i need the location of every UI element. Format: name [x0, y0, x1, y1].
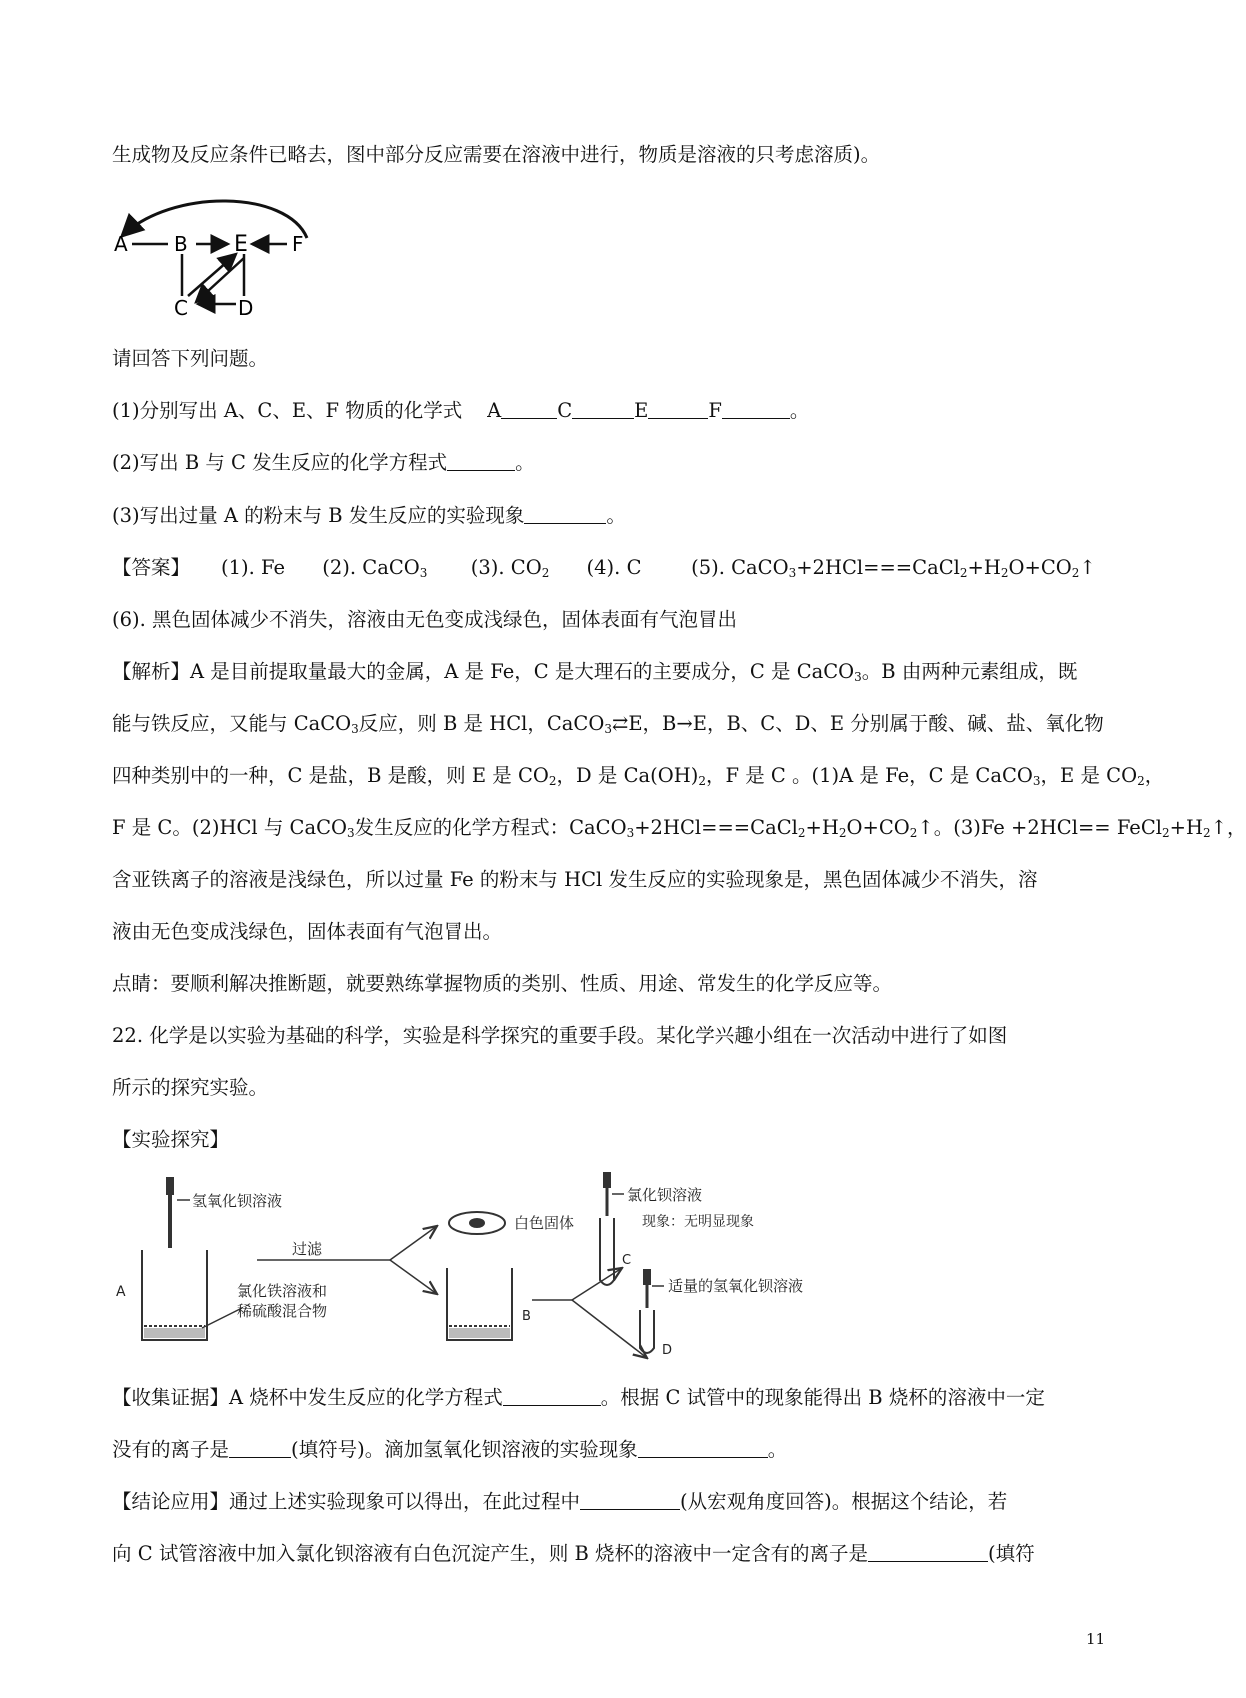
- conclusion-line-2: 向 C 试管溶液中加入氯化钡溶液有白色沉淀产生，则 B 烧杯的溶液中一定含有的离子是 (填符: [112, 1542, 1035, 1565]
- mixture-label-1: 氯化铁溶液和: [237, 1282, 328, 1300]
- white-solid-label: 白色固体: [514, 1214, 575, 1232]
- analysis-line-1: 【解析】A 是目前提取量最大的金属，A 是 Fe，C 是大理石的主要成分，C 是 CaCO$_3$。B 由两种元素组成，既: [112, 660, 1078, 684]
- analysis-line-5: 含亚铁离子的溶液是浅绿色，所以过量 Fe 的粉末与 HCl 发生反应的实验现象是，黑色固体减少不消失，溶: [112, 868, 1038, 891]
- answer-line-1: [112, 555, 1096, 581]
- answer-5: (5). $CaCO_3+2HCl===CaCl_2+H_2O+CO_2↑$: [691, 556, 1096, 580]
- q1-c-label: C: [557, 399, 573, 422]
- q1-e-label: E: [634, 399, 649, 422]
- q2-blank: [447, 452, 515, 471]
- q2-end: 。: [515, 451, 535, 474]
- tube-d-label: D: [662, 1343, 673, 1358]
- reagent-c-label: 氯化钡溶液: [627, 1186, 703, 1204]
- mixture-label-2: 稀硫酸混合物: [237, 1302, 328, 1320]
- q1-a-label: A: [487, 399, 502, 422]
- tube-c-label: C: [622, 1253, 632, 1268]
- relation-diagram: [112, 198, 342, 328]
- conclusion-blank-1: [580, 1491, 680, 1510]
- analysis-line-4: F 是 C。(2)HCl 与 CaCO$_3$发生反应的化学方程式：$CaCO_3+2HCl===CaCl_2+H_2O+CO_2↑$。$(3)Fe +2HCl== FeCl_2+H_2↑$，: [112, 816, 1246, 840]
- q1-f-blank: [722, 400, 790, 419]
- conclusion-blank-2: [868, 1543, 988, 1562]
- q1-e-blank: [648, 400, 708, 419]
- q22-line-1: 22. 化学是以实验为基础的科学，实验是科学探究的重要手段。某化学兴趣小组在一次活动中进行了如图: [112, 1024, 1008, 1047]
- answer-6: (6). 黑色固体减少不消失，溶液由无色变成浅绿色，固体表面有气泡冒出: [112, 608, 738, 631]
- evidence-blank-1: [503, 1387, 601, 1406]
- node-b: B: [174, 232, 188, 256]
- answer-4: (4). C: [586, 556, 642, 579]
- q1-c-blank: [572, 400, 634, 419]
- reagent-top-label: 氢氧化钡溶液: [192, 1192, 283, 1210]
- beaker-a-label: A: [116, 1284, 126, 1300]
- analysis-line-6: 液由无色变成浅绿色，固体表面有气泡冒出。: [112, 920, 503, 943]
- evidence-line-2: 没有的离子是 (填符号)。滴加氢氧化钡溶液的实验现象 。: [112, 1438, 788, 1461]
- question-3: [112, 503, 626, 529]
- evidence-blank-2: [229, 1439, 291, 1458]
- prompt-text: 请回答下列问题。: [112, 347, 269, 370]
- answer-3: (3). $CO_2$: [470, 556, 550, 580]
- q1-f-label: F: [708, 399, 722, 422]
- q1-end: 。: [789, 399, 810, 422]
- answer-2: (2). CaCO$_3$: [322, 556, 428, 580]
- answer-1: (1). Fe: [221, 556, 286, 579]
- q1-text: (1)分别写出 A、C、E、F 物质的化学式: [112, 399, 463, 422]
- q3-end: 。: [606, 504, 626, 527]
- analysis-line-2: 能与铁反应，又能与 CaCO$_3$反应，则 B 是 HCl，CaCO$_3$⇄E，B→E，B、C、D、E 分别属于酸、碱、盐、氧化物: [112, 712, 1104, 736]
- phenomenon-c-label: 现象：无明显现象: [642, 1214, 754, 1230]
- answer-label: 【答案】: [112, 556, 191, 579]
- intro-text: 生成物及反应条件已略去，图中部分反应需要在溶液中进行，物质是溶液的只考虑溶质)。: [112, 143, 881, 166]
- node-e: E: [234, 232, 248, 257]
- evidence-line-1: 【收集证据】A 烧杯中发生反应的化学方程式 。根据 C 试管中的现象能得出 B 烧杯的溶液中一定: [112, 1386, 1045, 1409]
- q1-a-blank: [501, 400, 557, 419]
- evidence-blank-3: [638, 1439, 768, 1458]
- page-number: 11: [1086, 1630, 1106, 1648]
- question-1: [112, 398, 809, 424]
- q22-line-2: 所示的探究实验。: [112, 1076, 269, 1099]
- question-2: [112, 450, 535, 476]
- q2-text: (2)写出 B 与 C 发生反应的化学方程式: [112, 451, 448, 474]
- node-d: D: [238, 296, 254, 320]
- q3-blank: [524, 505, 606, 524]
- q3-text: (3)写出过量 A 的粉末与 B 发生反应的实验现象: [112, 504, 525, 527]
- explore-label: 【实验探究】: [112, 1128, 230, 1151]
- conclusion-line-1: 【结论应用】通过上述实验现象可以得出，在此过程中 (从宏观角度回答)。根据这个结论，若: [112, 1490, 1008, 1513]
- reagent-d-label: 适量的氢氧化钡溶液: [668, 1277, 804, 1295]
- node-f: F: [292, 232, 304, 256]
- beaker-b-label: B: [522, 1309, 531, 1324]
- node-c: C: [174, 296, 188, 320]
- experiment-figure: [112, 1168, 1012, 1358]
- analysis-line-3: 四种类别中的一种，C 是盐，B 是酸，则 E 是 $CO_2$，D 是 $Ca(OH)_2$，F 是 C 。(1)A 是 Fe，C 是 CaCO$_3$，E 是 $CO_2$，: [112, 764, 1165, 788]
- filter-label: 过滤: [292, 1240, 323, 1258]
- node-a: A: [114, 232, 128, 256]
- tip-text: 点睛：要顺利解决推断题，就要熟练掌握物质的类别、性质、用途、常发生的化学反应等。: [112, 972, 893, 995]
